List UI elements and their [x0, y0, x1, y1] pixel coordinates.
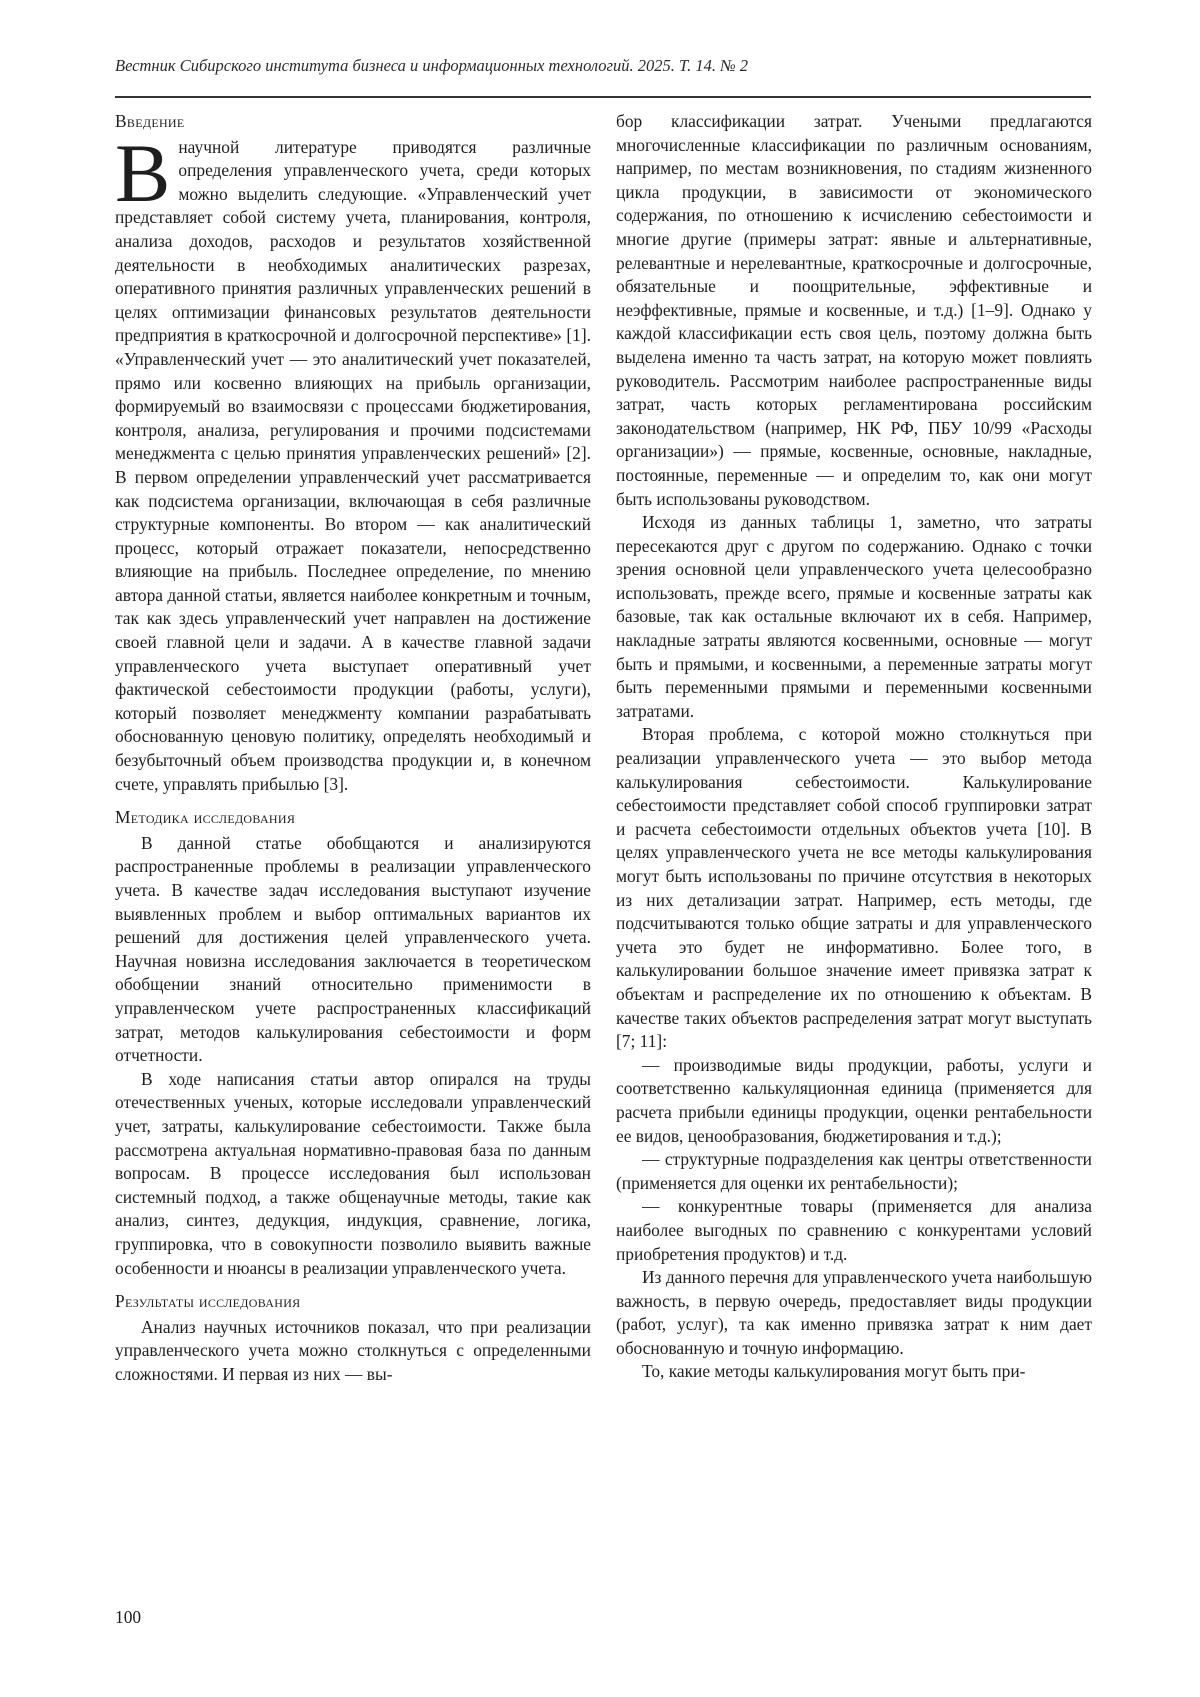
intro-paragraph — [115, 126, 591, 797]
right-column — [616, 110, 1092, 1384]
list-item: — конкурентные товары (применяется для анализа наиболее выгодных по сравнению с конкурентами условий приобретения продуктов) и т.д. — [616, 1196, 1092, 1264]
conclusion-paragraph: Из данного перечня для управленческого учета наибольшую важность, в первую очередь, предоставляет виды продукции (работ, услуг), та как именно привязка затрат к ним дает обоснованную и точную информацию. — [616, 1267, 1092, 1358]
costing-method-paragraph: Вторая проблема, с которой можно столкнуться при реализации управленческого учета — это выбор метода калькулирования себестоимости. Калькулирование себестоимости представляет собой способ группировки затрат и расчета себестоимости отдельных объектов учета [10]. В целях управленческого учета не все методы калькулирования могут быть использованы по причине отсутствия в некоторых из них детализации затрат. Например, есть методы, где подсчитываются только общие затраты и для управленческого учета это будет не информативно. Более того, в калькулировании большое значение имеет привязка затрат к объектам и распределение их по отношению к объектам. В качестве таких объектов распределения затрат могут выступать [7; 11]: — [616, 724, 1092, 1052]
list-item: — структурные подразделения как центры ответственности (применяется для оценки их рентабельности); — [616, 1149, 1092, 1193]
methods-paragraph-1: В данной статье обобщаются и анализируются распространенные проблемы в реализации управленческого учета. В качестве задач исследования выступают изучение выявленных проблем и выбор оптимальных вариантов их решений для достижения целей управленческого учета. Научная новизна исследования заключается в теоретическом обобщении знаний относительно применимости в управленческом учете распространенных классификаций затрат, методов калькулирования себестоимости и форм отчетности. — [115, 832, 591, 1066]
results-paragraph-1: Анализ научных источников показал, что при реализации управленческого учета можно столкнуться с определенными сложностями. И первая из них — вы- — [115, 1316, 591, 1384]
page-number: 100 — [115, 1607, 142, 1627]
final-paragraph: То, какие методы калькулирования могут быть при- — [642, 1361, 1026, 1382]
results-continued-paragraph: бор классификации затрат. Учеными предлагаются многочисленные классификации по различным основаниям, например, по местам возникновения, по стадиям жизненного цикла продукции, в зависимости от экономического содержания, по отношению к исчислению себестоимости и многие другие (примеры затрат: явные и альтернативные, релевантные и нерелевантные, краткосрочные и долгосрочные, обязательные и поощрительные, эффективные и неэффективные, прямые и косвенные, и т.д.) [1–9]. Однако у каждой классификации есть своя цель, поэтому должна быть выделена именно та часть затрат, на которую может повлиять руководитель. Рассмотрим наиболее распространенные виды затрат, часть которых регламентирована российским законодательством (например, НК РФ, ПБУ 10/99 «Расходы организации») — прямые, косвенные, основные, накладные, постоянные, переменные — и определим то, как они могут быть использованы руководством. — [616, 111, 1092, 509]
drop-cap: В — [115, 126, 171, 219]
intro-paragraph-text: научной литературе приводятся различные определения управленческого учета, среди которых можно выделить следующие. «Управленческий учет представляет собой систему учета, планирования, контроля, анализа доходов, расходов и результатов хозяйственной деятельности в необходимых аналитических разрезах, оперативного принятия различных управленческих решений в целях оптимизации финансовых результатов деятельности предприятия в краткосрочной и долгосрочной перспективе» [1]. «Управленческий учет — это аналитический учет показателей, прямо или косвенно влияющих на прибыль организации, формируемый во взаимосвязи с процессами бюджетирования, контроля, анализа, регулирования и прочими подсистемами менеджмента с целью принятия управленческих решений» [2]. В первом определении управленческий учет рассматривается как подсистема организации, включающая в себя различные структурные компоненты. Во втором — как аналитический процесс, который отражает показатели, непосредственно влияющие на прибыль. Последнее определение, по мнению автора данной статьи, является наиболее конкретным и точным, так как здесь управленческий учет направлен на достижение своей главной цели и задачи. А в качестве главной задачи управленческого учета выступает оперативный учет фактической себестоимости продукции (работы, услуги), который позволяет менеджменту компании разрабатывать обоснованную ценовую политику, определять необходимый и безубыточный объем производства продукции и, в конечном счете, управлять прибылью [3]. — [115, 136, 591, 794]
running-head: Вестник Сибирского института бизнеса и информационных технологий. 2025. Т. 14. № 2 — [115, 56, 749, 75]
header-rule — [115, 96, 1091, 98]
methods-paragraph-2: В ходе написания статьи автор опирался на труды отечественных ученых, которые исследовали управленческий учет, затраты, калькулирование себестоимости. Также была рассмотрена актуальная нормативно-правовая база по данным вопросам. В процессе исследования был использован системный подход, а также общенаучные методы, такие как анализ, синтез, дедукция, индукция, сравнение, логика, группировка, что в совокупности позволило выявить важные особенности и нюансы в реализации управленческого учета. — [115, 1068, 591, 1278]
intro-heading: Введение — [115, 111, 185, 131]
list-item: — производимые виды продукции, работы, услуги и соответственно калькуляционная единица (применяется для расчета прибыли единицы продукции, оценки рентабельности ее видов, ценообразования, бюджетирования и т.д.); — [616, 1054, 1092, 1146]
results-heading: Результаты исследования — [115, 1291, 301, 1312]
table-discussion-paragraph: Исходя из данных таблицы 1, заметно, что затраты пересекаются друг с другом по содержанию. Однако с точки зрения основной цели управленческого учета целесообразно использовать, прежде всего, прямые и косвенные затраты как базовые, так как остальные включают их в себя. Например, накладные затраты являются косвенными, основные — могут быть и прямыми, и косвенными, а переменные затраты могут быть переменными прямыми и переменными косвенными затратами. — [616, 512, 1092, 721]
left-column — [115, 110, 591, 1386]
methods-heading: Методика исследования — [115, 807, 296, 828]
